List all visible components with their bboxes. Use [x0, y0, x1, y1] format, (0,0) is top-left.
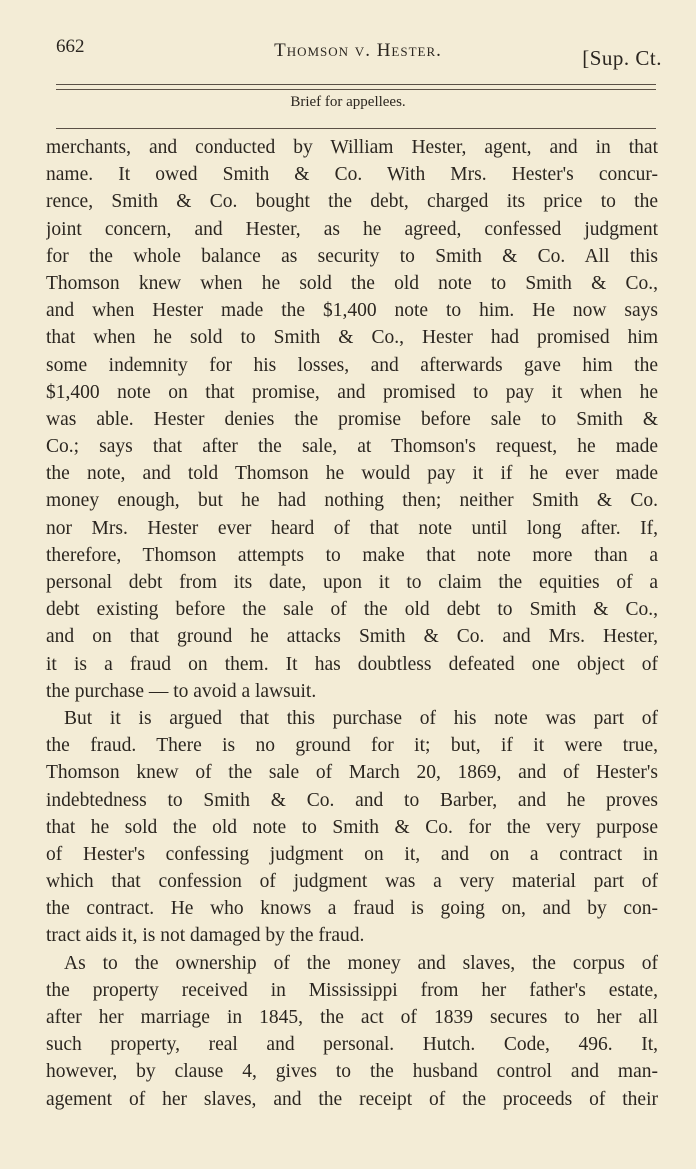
text-line: after her marriage in 1845, the act of 1839 secures to her all	[46, 1007, 658, 1028]
case-title: Thomson v. Hester.	[274, 40, 442, 61]
header-rule-double	[56, 89, 656, 90]
header-rule-top	[56, 84, 656, 85]
text-line: which that confession of judgment was a very material part of	[46, 871, 658, 893]
text-line: indebtedness to Smith & Co. and to Barber, and he proves	[46, 789, 658, 811]
text-line: Thomson knew of the sale of March 20, 1869, and of Hester's	[46, 762, 658, 784]
text-line: personal debt from its date, upon it to claim the equities of a	[46, 572, 658, 593]
court-label: [Sup. Ct.	[582, 46, 662, 70]
page-number: 662	[56, 36, 85, 57]
text-line: the purchase — to avoid a lawsuit.	[46, 680, 317, 702]
text-line: the contract. He who knows a fraud is going on, and by con-	[46, 898, 658, 920]
text-line: But it is argued that this purchase of his note was part of	[64, 707, 658, 729]
text-line: money enough, but he had nothing then; neither Smith & Co.	[46, 490, 658, 512]
text-line: nor Mrs. Hester ever heard of that note until long after. If,	[46, 517, 658, 539]
text-line: was able. Hester denies the promise before sale to Smith &	[46, 408, 658, 430]
text-line: Thomson knew when he sold the old note to Smith & Co.,	[46, 272, 658, 294]
text-line: joint concern, and Hester, as he agreed, confessed judgment	[46, 218, 658, 240]
text-line: and when Hester made the $1,400 note to him. He now says	[46, 300, 658, 322]
running-header	[0, 32, 696, 82]
text-line: the note, and told Thomson he would pay it if he ever made	[46, 463, 658, 485]
text-line: the property received in Mississippi from her father's estate,	[46, 979, 658, 1001]
text-line: some indemnity for his losses, and afterwards gave him the	[46, 354, 658, 376]
text-line: $1,400 note on that promise, and promised to pay it when he	[46, 381, 658, 403]
text-line: agement of her slaves, and the receipt of the proceeds of their	[46, 1088, 658, 1110]
subheader-rule	[56, 128, 656, 129]
text-line: Co.; says that after the sale, at Thomson's request, he made	[46, 436, 658, 458]
text-line: such property, real and personal. Hutch. Code, 496. It,	[46, 1034, 658, 1056]
text-line: that when he sold to Smith & Co., Hester had promised him	[46, 327, 658, 349]
text-line: tract aids it, is not damaged by the fraud.	[46, 925, 365, 947]
text-line: for the whole balance as security to Smith & Co. All this	[46, 245, 658, 267]
text-line: As to the ownership of the money and slaves, the corpus of	[64, 952, 658, 974]
text-line: debt existing before the sale of the old debt to Smith & Co.,	[46, 599, 658, 621]
text-line: therefore, Thomson attempts to make that note more than a	[46, 544, 658, 566]
text-line: rence, Smith & Co. bought the debt, charged its price to the	[46, 191, 658, 213]
text-line: merchants, and conducted by William Hester, agent, and in that	[46, 137, 658, 158]
text-line: name. It owed Smith & Co. With Mrs. Hester's concur-	[46, 164, 658, 186]
brief-subheader: Brief for appellees.	[290, 94, 406, 110]
text-line: that he sold the old note to Smith & Co. for the very purpose	[46, 816, 658, 838]
text-line: however, by clause 4, gives to the husband control and man-	[46, 1061, 658, 1083]
text-line: it is a fraud on them. It has doubtless defeated one object of	[46, 653, 658, 675]
text-line: and on that ground he attacks Smith & Co. and Mrs. Hester,	[46, 626, 658, 648]
body-text	[46, 134, 658, 1113]
text-line: of Hester's confessing judgment on it, and on a contract in	[46, 843, 658, 865]
text-line: the fraud. There is no ground for it; but, if it were true,	[46, 735, 658, 757]
